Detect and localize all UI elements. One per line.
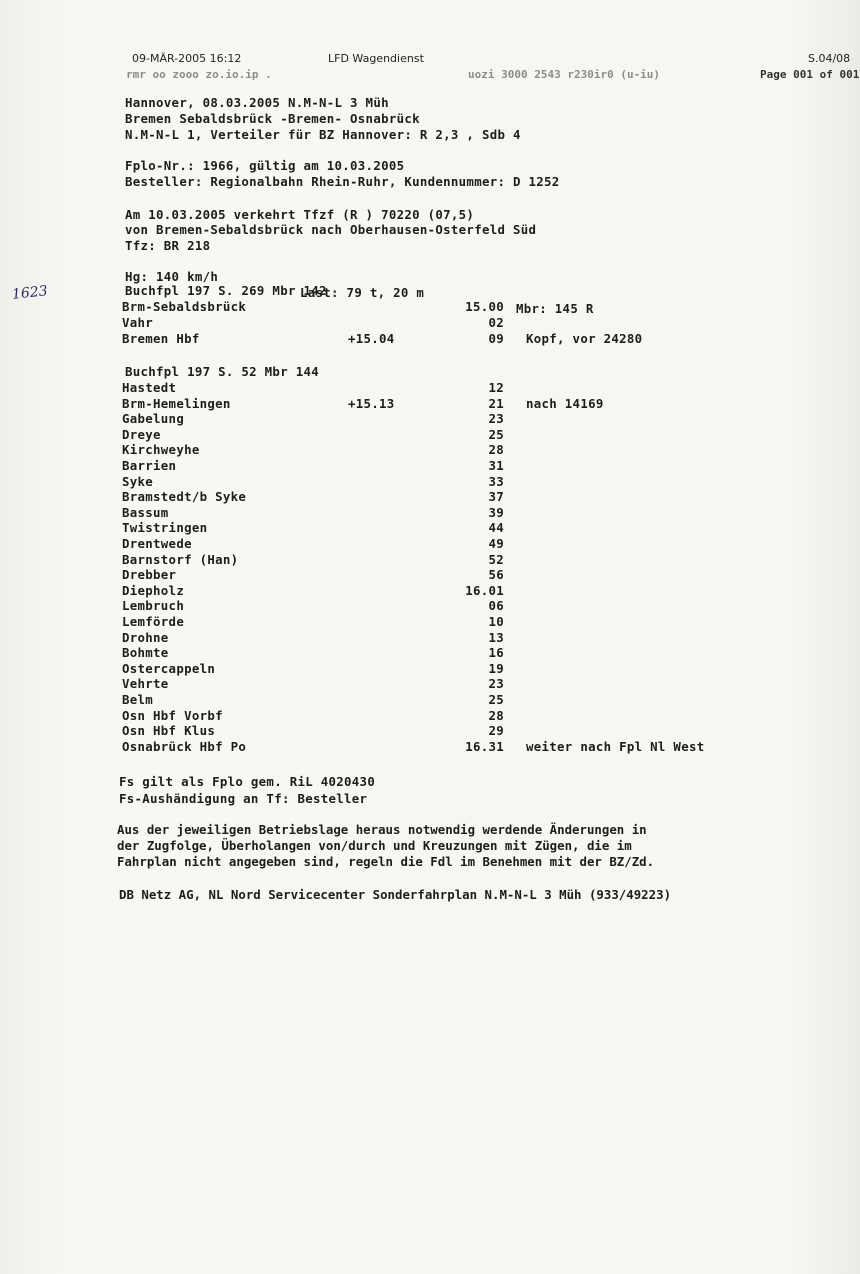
time: 37 xyxy=(488,489,504,505)
fax-header xyxy=(0,52,860,68)
train-line: Tfz: BR 218 xyxy=(125,238,211,253)
remark: Kopf, vor 24280 xyxy=(526,331,643,346)
fax-page-short: S.04/08 xyxy=(808,52,851,65)
timetable-row xyxy=(0,474,860,490)
time: 56 xyxy=(488,567,504,583)
brake: Mbr: 145 R xyxy=(516,301,594,316)
timetable-row xyxy=(0,630,860,646)
time: 21 xyxy=(488,395,504,411)
station-name: Gabelung xyxy=(122,411,185,427)
timetable-row xyxy=(0,552,860,568)
station-name: Drebber xyxy=(122,567,177,583)
time: 29 xyxy=(488,723,504,739)
time: 12 xyxy=(488,380,504,395)
timetable-row xyxy=(0,661,860,677)
fax-sender: LFD Wagendienst xyxy=(328,52,424,65)
time: 16.31 xyxy=(465,738,504,754)
station-name: Syke xyxy=(122,473,154,489)
time: 02 xyxy=(488,315,504,330)
time: 25 xyxy=(488,692,504,707)
timetable-row xyxy=(0,299,860,315)
time: 28 xyxy=(488,442,504,458)
timetable-row xyxy=(0,645,860,661)
station-name: Barnstorf (Han) xyxy=(122,551,239,567)
time: 28 xyxy=(488,707,504,723)
station-name: Bohmte xyxy=(122,645,169,661)
timetable-row xyxy=(0,676,860,692)
station-name: Bramstedt/b Syke xyxy=(122,489,247,505)
timetable-row xyxy=(0,380,860,396)
timetable-row xyxy=(0,598,860,614)
station-name: Twistringen xyxy=(122,520,208,536)
station-name: Lembruch xyxy=(122,598,185,614)
time: 09 xyxy=(488,331,504,346)
speed: Hg: 140 km/h xyxy=(125,269,219,284)
notice-line: der Zugfolge, Überholangen von/durch und Kreuzungen mit Zügen, die im xyxy=(117,838,632,853)
section-title: Buchfpl 197 S. 269 Mbr 142 xyxy=(125,283,327,298)
timetable-row xyxy=(0,723,860,739)
handwritten-note: 1623 xyxy=(11,283,49,303)
station-name: Ostercappeln xyxy=(122,660,216,676)
time: 19 xyxy=(488,660,504,676)
timetable-row xyxy=(0,583,860,599)
timetable-row xyxy=(0,614,860,630)
remark: weiter nach Fpl Nl West xyxy=(526,738,705,754)
station-name: Drentwede xyxy=(122,536,192,551)
station-name: Brm-Hemelingen xyxy=(122,395,231,411)
station-name: Lemförde xyxy=(122,614,185,629)
timetable-row xyxy=(0,536,860,552)
load: Last: 79 t, 20 m xyxy=(300,285,425,300)
fax-timestamp: 09-MÄR-2005 16:12 xyxy=(132,52,242,65)
station-name: Osnabrück Hbf Po xyxy=(122,738,247,754)
train-line: von Bremen-Sebaldsbrück nach Oberhausen-Osterfeld Süd xyxy=(125,222,537,237)
station-name: Hastedt xyxy=(122,380,177,395)
timetable-row xyxy=(0,692,860,708)
time: 16 xyxy=(488,645,504,661)
station-name: Osn Hbf Vorbf xyxy=(122,707,223,723)
header-line: Bremen Sebaldsbrück -Bremen- Osnabrück xyxy=(125,111,420,126)
time: 23 xyxy=(488,676,504,692)
timetable-row xyxy=(0,458,860,474)
time: 33 xyxy=(488,473,504,489)
order-line: Besteller: Regionalbahn Rhein-Ruhr, Kundennummer: D 1252 xyxy=(125,174,560,189)
time: 15.00 xyxy=(465,299,504,314)
notice-line: Fahrplan nicht angegeben sind, regeln die Fdl im Benehmen mit der BZ/Zd. xyxy=(117,854,655,869)
footer-line: DB Netz AG, NL Nord Servicecenter Sonderfahrplan N.M-N-L 3 Müh (933/49223) xyxy=(119,887,672,902)
header-line: Hannover, 08.03.2005 N.M-N-L 3 Müh xyxy=(125,95,389,110)
fs-line: Fs-Aushändigung an Tf: Besteller xyxy=(119,791,368,806)
timetable-row xyxy=(0,520,860,536)
timetable-row xyxy=(0,567,860,583)
remark: nach 14169 xyxy=(526,395,604,411)
station-name: Vahr xyxy=(122,315,154,330)
station-name: Belm xyxy=(122,692,154,707)
station-name: Bassum xyxy=(122,504,169,520)
fax-page-count: Page 001 of 001 xyxy=(760,68,860,81)
timetable-row xyxy=(0,739,860,755)
timetable-row xyxy=(0,427,860,443)
departure-add: +15.13 xyxy=(348,395,395,411)
timetable-row xyxy=(0,489,860,505)
station-name: Bremen Hbf xyxy=(122,331,200,346)
fax-ghost-left: rmr oo zooo zo.io.ip . xyxy=(126,68,272,81)
time: 13 xyxy=(488,629,504,645)
time: 25 xyxy=(488,426,504,442)
timetable-row xyxy=(0,396,860,412)
station-name: Osn Hbf Klus xyxy=(122,723,216,739)
time: 16.01 xyxy=(465,582,504,598)
departure-add: +15.04 xyxy=(348,331,395,346)
time: 10 xyxy=(488,614,504,629)
time: 23 xyxy=(488,411,504,427)
notice-line: Aus der jeweiligen Betriebslage heraus notwendig werdende Änderungen in xyxy=(117,822,647,837)
station-name: Brm-Sebaldsbrück xyxy=(122,299,247,314)
fax-ghost-mid: uozi 3000 2543 r230ir0 (u-iu) xyxy=(468,68,661,81)
timetable-row xyxy=(0,708,860,724)
timetable-row xyxy=(0,411,860,427)
timetable-row xyxy=(0,315,860,331)
section-title: Buchfpl 197 S. 52 Mbr 144 xyxy=(125,364,319,379)
time: 52 xyxy=(488,551,504,567)
station-name: Kirchweyhe xyxy=(122,442,200,458)
fs-line: Fs gilt als Fplo gem. RiL 4020430 xyxy=(119,774,376,789)
station-name: Dreye xyxy=(122,426,161,442)
train-line: Am 10.03.2005 verkehrt Tfzf (R ) 70220 (07,5) xyxy=(125,207,475,222)
station-name: Drohne xyxy=(122,629,169,645)
time: 44 xyxy=(488,520,504,536)
station-name: Vehrte xyxy=(122,676,169,692)
header-line: N.M-N-L 1, Verteiler für BZ Hannover: R 2,3 , Sdb 4 xyxy=(125,127,521,142)
time: 06 xyxy=(488,598,504,614)
time: 31 xyxy=(488,458,504,473)
station-name: Diepholz xyxy=(122,582,185,598)
time: 49 xyxy=(488,536,504,551)
time: 39 xyxy=(488,504,504,520)
timetable-row xyxy=(0,442,860,458)
order-line: Fplo-Nr.: 1966, gültig am 10.03.2005 xyxy=(125,158,405,173)
timetable-row xyxy=(0,331,860,347)
fax-transmission-line xyxy=(0,68,860,82)
timetable-row xyxy=(0,505,860,521)
station-name: Barrien xyxy=(122,458,177,473)
